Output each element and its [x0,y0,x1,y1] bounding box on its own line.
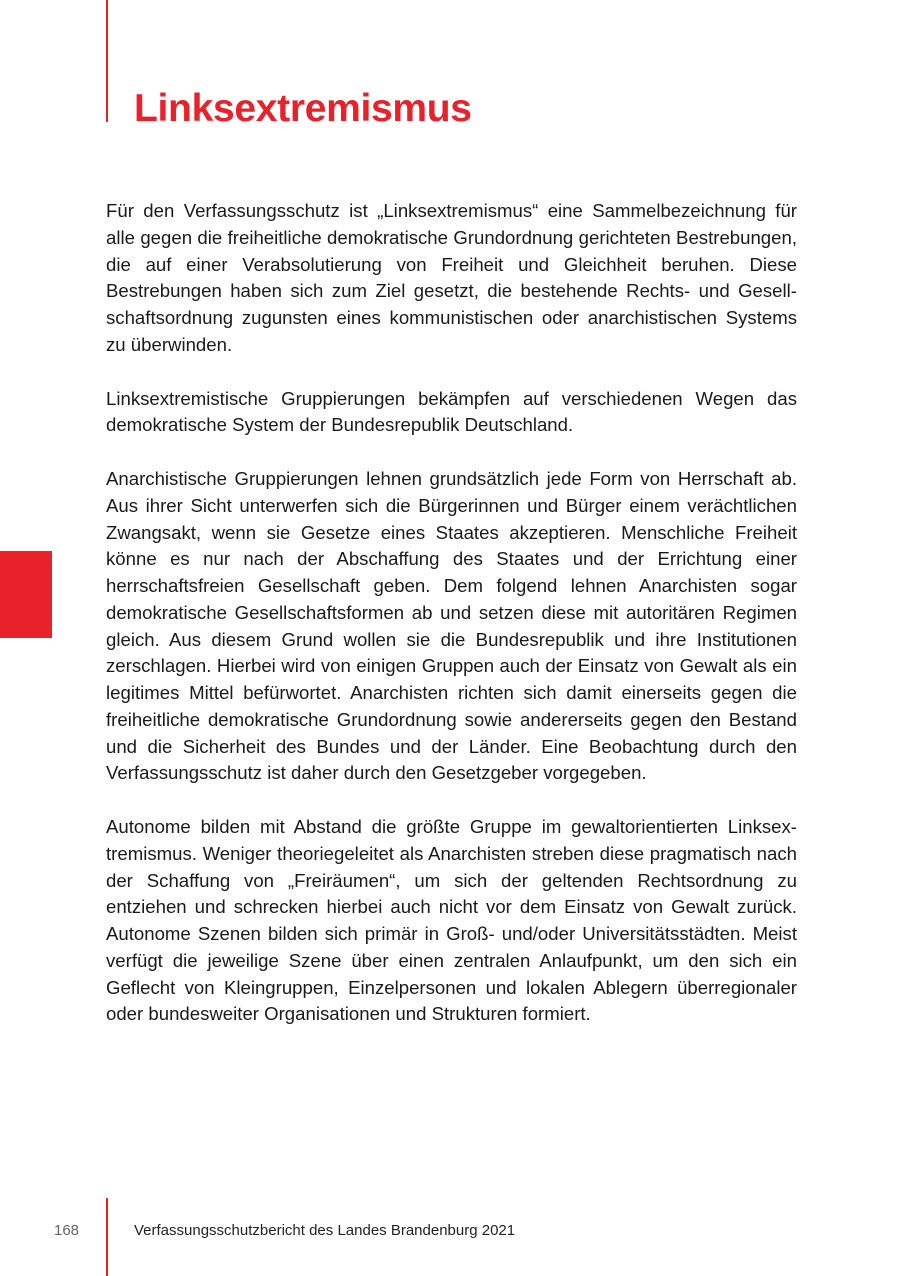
paragraph: Autonome bilden mit Abstand die größte Gruppe im gewaltorientierten Linksextremismus. Weniger theoriegeleitet als Anarchisten streben diese pragmatisch nach der Schaffung von „Freiräumen“, um sich der geltenden Rechtsordnung zu entziehen und schrecken hierbei auch nicht vor dem Einsatz von Gewalt zurück. Autonome Szenen bilden sich primär in Groß- und/oder Universitätsstädten. Meist verfügt die jeweilige Szene über einen zentralen Anlaufpunkt, um den sich ein Geflecht von Kleingruppen, Einzelpersonen und lokalen Ablegern überregionaler oder bundesweiter Organisationen und Strukturen formiert. [106,816,797,1025]
top-accent-rule [106,0,108,122]
footer-publication-title: Verfassungsschutzbericht des Landes Brandenburg 2021 [134,1222,516,1239]
body-text [106,198,797,1055]
paragraph: Für den Verfassungsschutz ist „Linksextremismus“ eine Sammelbezeichnung für alle gegen die freiheitliche demokratische Grundordnung gerichteten Bestrebungen, die auf einer Verabsolutierung von Freiheit und Gleichheit beruhen. Diese Bestrebungen haben sich zum Ziel gesetzt, die bestehende Rechts- und Gesellschaftsordnung zugunsten eines kommunistischen oder anarchistischen Systems zu überwinden. [106,200,797,355]
paragraph: Anarchistische Gruppierungen lehnen grundsätzlich jede Form von Herrschaft ab. Aus ihrer Sicht unterwerfen sich die Bürgerinnen und Bürger einem verächtlichen Zwangsakt, wenn sie Gesetze eines Staates akzeptieren. Menschliche Freiheit könne es nur nach der Abschaffung des Staates und der Errichtung einer herrschaftsfreien Gesellschaft geben. Dem folgend lehnen Anarchisten sogar demokratische Gesellschaftsformen ab und setzen diese mit autoritären Regimen gleich. Aus diesem Grund wollen sie die Bundesrepublik und ihre Institutionen zerschlagen. Hierbei wird von einigen Gruppen auch der Einsatz von Gewalt als ein legitimes Mittel befürwortet. Anarchisten richten sich damit einerseits gegen die freiheitliche demokratische Grundordnung sowie andererseits gegen den Bestand und die Sicherheit des Bundes und der Länder. Eine Beobachtung durch den Verfassungsschutz ist daher durch den Gesetzgeber vorgegeben. [106,468,797,784]
page-number: 168 [54,1222,80,1239]
page-title: Linksextremismus [134,87,472,130]
paragraph: Linksextremistische Gruppierungen bekämpfen auf verschiedenen Wegen das demokratische System der Bundesrepublik Deutschland. [106,387,797,436]
chapter-tab-marker [0,551,52,638]
footer-accent-rule [106,1198,108,1276]
